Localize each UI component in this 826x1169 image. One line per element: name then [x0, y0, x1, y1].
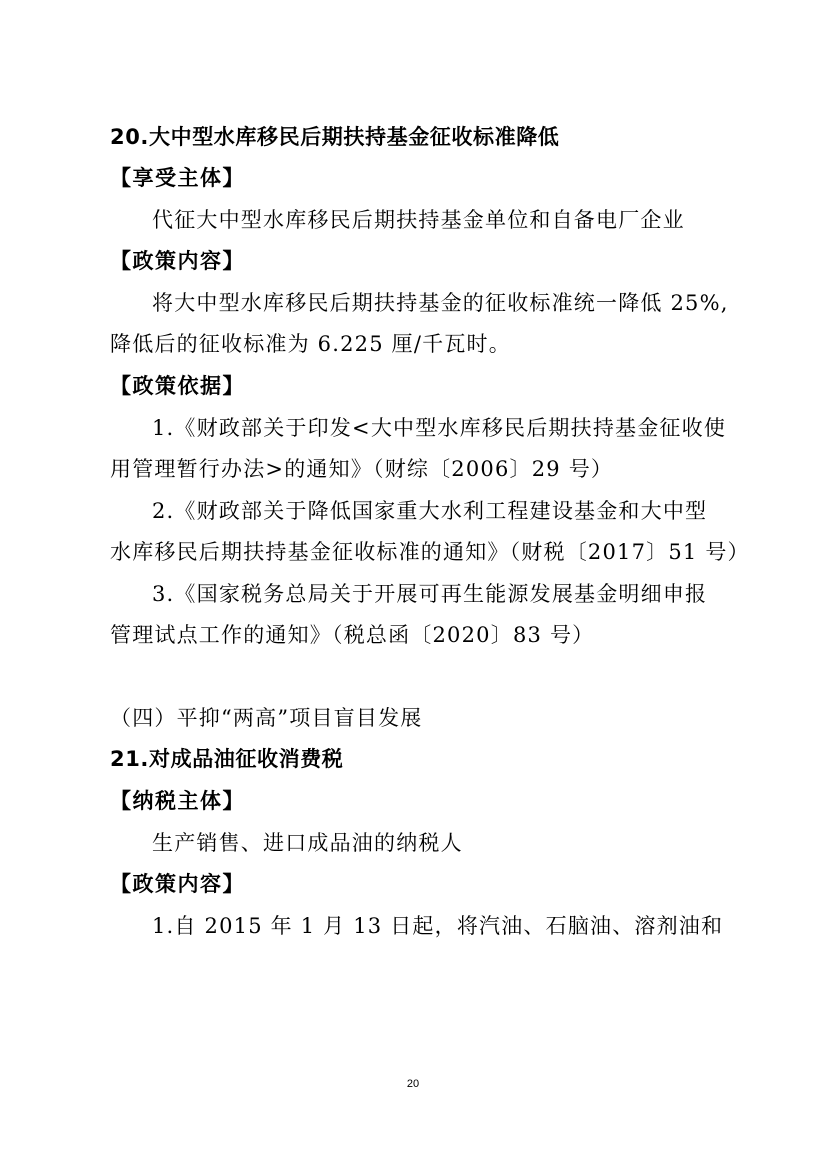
section-21-content-line-1: 1.自 2015 年 1 月 13 日起，将汽油、石脑油、溶剂油和 [152, 914, 724, 938]
category-4-title: （四）平抑“两高”项目盲目发展 [110, 706, 423, 730]
section-21-subject-label: 【纳税主体】 [110, 789, 245, 813]
section-21-title: 21.对成品油征收消费税 [110, 747, 344, 771]
section-20-content-label: 【政策内容】 [110, 249, 245, 273]
section-20-subject-text: 代征大中型水库移民后期扶持基金单位和自备电厂企业 [152, 208, 685, 232]
section-21-subject-text: 生产销售、进口成品油的纳税人 [152, 831, 463, 855]
section-20-basis-line-4: 水库移民后期扶持基金征收标准的通知》（财税〔2017〕51 号） [110, 540, 750, 564]
section-20-basis-line-1: 1.《财政部关于印发<大中型水库移民后期扶持基金征收使 [152, 416, 727, 440]
section-20-subject-label: 【享受主体】 [110, 166, 245, 190]
section-20-basis-line-3: 2.《财政部关于降低国家重大水利工程建设基金和大中型 [152, 499, 708, 523]
section-20-content-line-1: 将大中型水库移民后期扶持基金的征收标准统一降低 25%, [152, 291, 729, 315]
section-20-title: 20.大中型水库移民后期扶持基金征收标准降低 [110, 125, 560, 149]
section-20-content-line-2: 降低后的征收标准为 6.225 厘/千瓦时。 [110, 332, 511, 356]
page-number: 20 [406, 1078, 420, 1090]
section-20-basis-line-5: 3.《国家税务总局关于开展可再生能源发展基金明细申报 [152, 582, 708, 606]
section-21-content-label: 【政策内容】 [110, 872, 245, 896]
section-20-basis-label: 【政策依据】 [110, 374, 245, 398]
section-20-basis-line-6: 管理试点工作的通知》（税总函〔2020〕83 号） [110, 623, 595, 647]
section-20-basis-line-2: 用管理暂行办法>的通知》（财综〔2006〕29 号） [110, 457, 614, 481]
